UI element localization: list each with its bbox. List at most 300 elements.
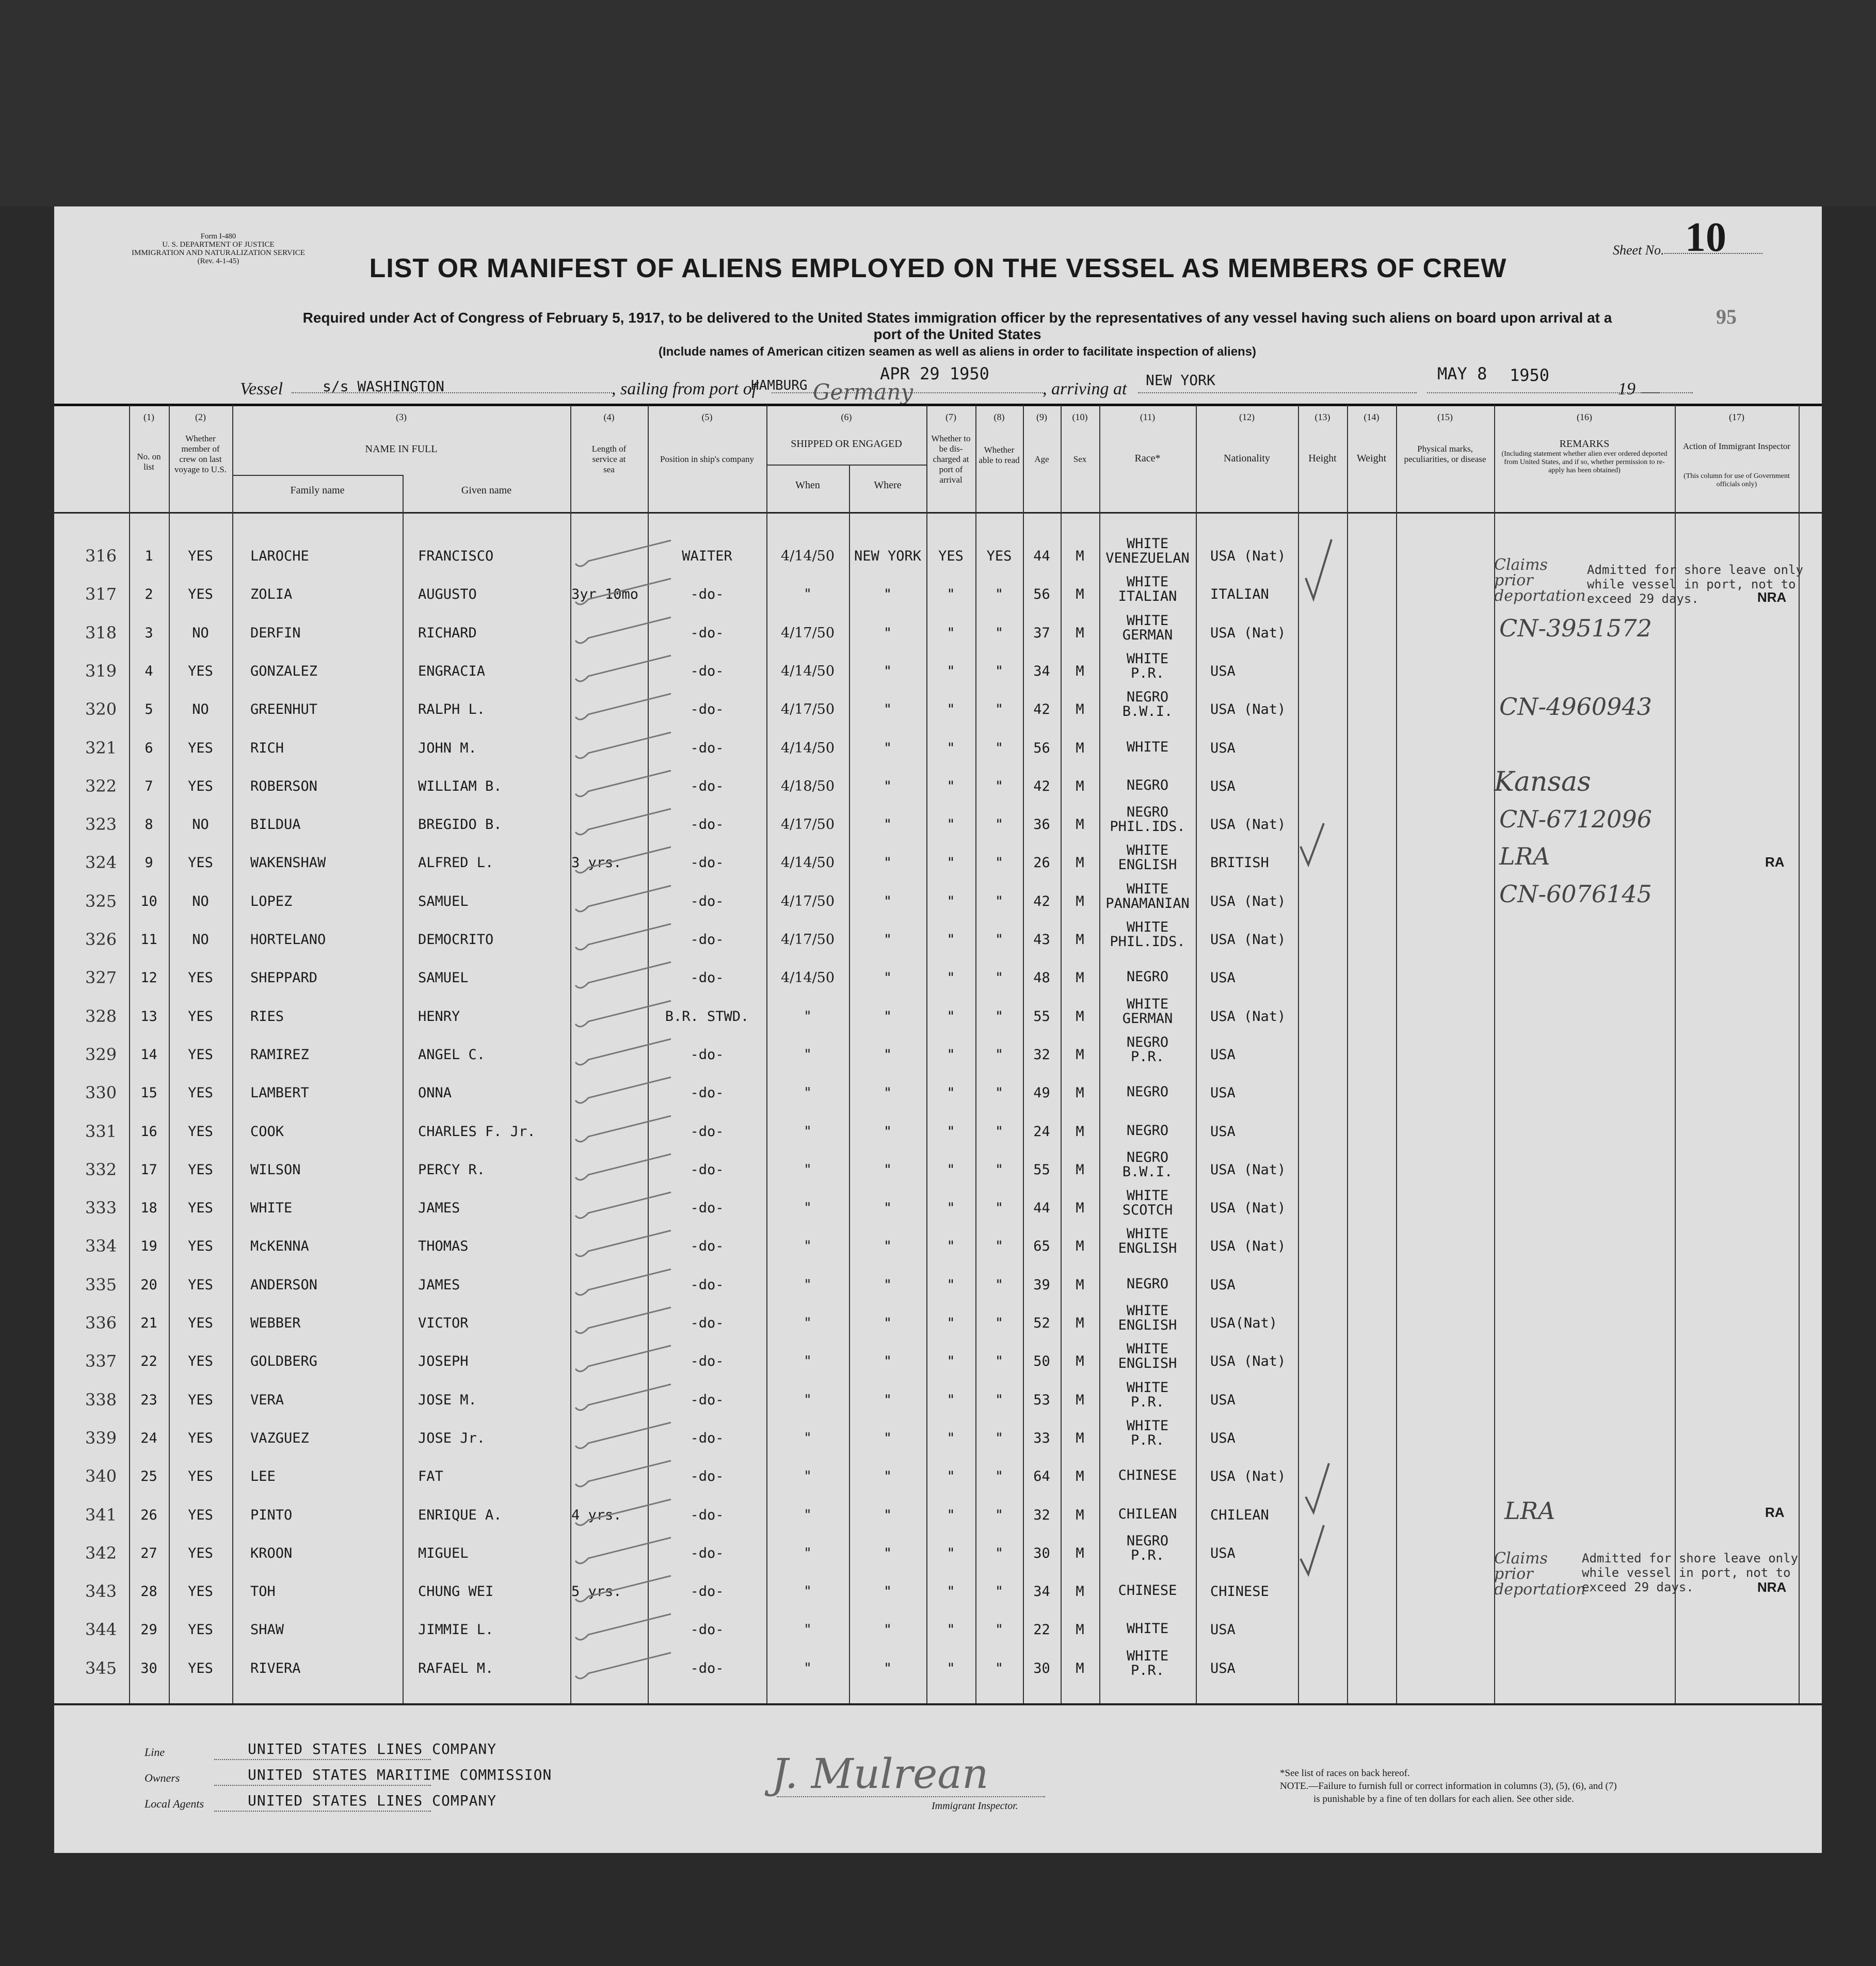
shipped-where: " — [883, 740, 892, 756]
given-name: THOMAS — [418, 1238, 469, 1255]
sex: M — [1076, 1392, 1084, 1408]
age: 37 — [1033, 625, 1050, 641]
shipped-where: " — [883, 1123, 892, 1140]
family-name: LAROCHE — [250, 548, 309, 564]
position: -do- — [690, 740, 724, 756]
family-name: RIVERA — [250, 1660, 301, 1676]
service-name: IMMIGRATION AND NATURALIZATION SERVICE — [132, 249, 305, 257]
prev-voyage: YES — [188, 1353, 213, 1370]
able-to-read: " — [995, 817, 1004, 833]
family-name: GOLDBERG — [250, 1353, 318, 1370]
race — [1099, 614, 1196, 643]
shipped-where: " — [883, 932, 892, 948]
given-name: CHUNG WEI — [418, 1584, 494, 1600]
given-name: RICHARD — [418, 625, 477, 641]
age: 30 — [1033, 1545, 1050, 1561]
col17-note: (This column for use of Government officials only) — [1683, 472, 1790, 488]
given-name: JOSE Jr. — [418, 1430, 486, 1446]
race: NEGRO — [1126, 1122, 1169, 1139]
race-origin: PHIL.IDS. — [1110, 934, 1185, 950]
shipped-when: 4/14/50 — [780, 663, 835, 679]
remark-row26-handwritten: LRA — [1504, 1497, 1556, 1525]
margin-line-number: 345 — [85, 1658, 117, 1678]
race — [1099, 805, 1196, 834]
shipped-when: " — [804, 1276, 811, 1293]
nationality: USA — [1210, 663, 1236, 679]
shipped-where: " — [883, 1622, 892, 1638]
position: -do- — [690, 1161, 724, 1178]
row-number: 15 — [140, 1085, 157, 1101]
shipped-where: " — [883, 970, 892, 986]
shipped-when: " — [804, 1584, 811, 1600]
col5-header: Position in ship's company — [660, 454, 755, 464]
race-origin: P.R. — [1130, 1432, 1165, 1448]
given-name: HENRY — [418, 1008, 460, 1025]
row-number: 13 — [140, 1008, 157, 1025]
prev-voyage: YES — [188, 1392, 213, 1408]
row-number: 3 — [145, 625, 153, 641]
margin-line-number: 343 — [85, 1581, 117, 1602]
row-number: 16 — [140, 1123, 157, 1140]
remark-row8-handwritten: CN-6712096 — [1499, 805, 1652, 833]
row-number: 19 — [140, 1238, 157, 1255]
family-name: WILSON — [250, 1161, 301, 1178]
col-divider — [1396, 405, 1397, 1703]
table-top-border — [54, 404, 1822, 406]
position: B.R. STWD. — [665, 1008, 749, 1025]
race-origin: PANAMANIAN — [1105, 895, 1190, 912]
prev-voyage: YES — [188, 1161, 213, 1178]
position: WAITER — [682, 548, 732, 564]
race-primary: WHITE — [1126, 842, 1169, 859]
prev-voyage: NO — [192, 701, 209, 718]
pencil-tick-icon — [573, 1152, 676, 1188]
sailing-date-stamp: APR 29 1950 — [880, 364, 989, 383]
position: -do- — [690, 1123, 724, 1140]
pencil-tick-icon — [573, 768, 676, 804]
able-to-read: " — [995, 778, 1004, 794]
shipped-when: " — [804, 1392, 811, 1408]
row-number: 26 — [140, 1507, 157, 1523]
row-number: 24 — [140, 1430, 157, 1446]
pencil-tick-icon — [573, 1650, 676, 1686]
given-name: ENGRACIA — [418, 663, 486, 679]
discharged: " — [947, 1353, 955, 1370]
position: -do- — [690, 1507, 724, 1523]
race-primary: WHITE — [1126, 612, 1169, 629]
shipped-when: " — [804, 1161, 811, 1178]
row-number: 22 — [140, 1353, 157, 1370]
age: 36 — [1033, 817, 1050, 833]
prev-voyage: NO — [192, 817, 209, 833]
sheet-number: 10 — [1685, 215, 1726, 260]
signature-line — [777, 1796, 1045, 1797]
nationality: USA — [1210, 778, 1236, 794]
table-header-bottom — [54, 512, 1822, 514]
age: 39 — [1033, 1276, 1050, 1293]
footer-line-value: UNITED STATES LINES COMPANY — [248, 1740, 497, 1757]
family-name: WHITE — [250, 1200, 293, 1217]
subtitle-instruction: (Include names of American citizen seamen as well as aliens in order to facilitate inspection of aliens) — [658, 345, 1257, 359]
given-name: RALPH L. — [418, 701, 486, 718]
row-number: 20 — [140, 1276, 157, 1293]
margin-line-number: 328 — [85, 1006, 117, 1026]
given-name: JOHN M. — [418, 740, 477, 756]
given-name: JAMES — [418, 1200, 460, 1217]
footer-line-label: Line — [145, 1746, 165, 1759]
col6-header: SHIPPED OR ENGAGED — [791, 438, 902, 450]
sex: M — [1076, 1622, 1084, 1638]
subtitle-port: port of the United States — [873, 326, 1041, 342]
race: CHILEAN — [1118, 1506, 1177, 1522]
nationality: USA (Nat) — [1210, 1200, 1286, 1217]
col15-number: (15) — [1437, 412, 1453, 422]
margin-line-number: 337 — [85, 1351, 117, 1371]
row-number: 23 — [140, 1392, 157, 1408]
shipped-subheader-line — [766, 465, 926, 466]
discharged: " — [947, 893, 955, 909]
race-primary: WHITE — [1126, 536, 1169, 552]
nationality: USA (Nat) — [1210, 1468, 1286, 1485]
race — [1099, 1035, 1196, 1064]
row-number: 29 — [140, 1622, 157, 1638]
nationality: USA (Nat) — [1210, 1161, 1286, 1178]
able-to-read: " — [995, 1430, 1004, 1446]
position: -do- — [690, 1545, 724, 1561]
sex: M — [1076, 663, 1084, 679]
shipped-when: " — [804, 1315, 811, 1331]
shipped-where: " — [883, 1468, 892, 1485]
family-name: VAZGUEZ — [250, 1430, 309, 1446]
margin-line-number: 330 — [85, 1083, 117, 1103]
row-number: 4 — [145, 663, 153, 679]
family-name: LEE — [250, 1468, 276, 1485]
position: -do- — [690, 1046, 724, 1063]
sex: M — [1076, 1660, 1084, 1676]
prev-voyage: YES — [188, 1660, 213, 1676]
prev-voyage: YES — [188, 1046, 213, 1063]
year-label: 19 — [1618, 379, 1636, 398]
col3-number: (3) — [396, 412, 407, 422]
row-number: 6 — [145, 740, 153, 756]
row-number: 8 — [145, 817, 153, 833]
shipped-where: " — [883, 893, 892, 909]
check-mark-icon — [1298, 821, 1329, 867]
col9-number: (9) — [1036, 412, 1047, 422]
given-name: FRANCISCO — [418, 548, 494, 564]
position: -do- — [690, 778, 724, 794]
shipped-where: " — [883, 1200, 892, 1217]
col3-given-header: Given name — [461, 485, 512, 496]
given-name: JOSEPH — [418, 1353, 469, 1370]
remark-row3-handwritten: CN-3951572 — [1499, 614, 1652, 642]
length-of-service: 3yr 10mo — [571, 586, 639, 603]
row-number: 1 — [145, 548, 153, 564]
shipped-when: 4/17/50 — [780, 893, 835, 909]
pencil-tick-icon — [573, 960, 676, 996]
discharged: " — [947, 586, 955, 603]
prev-voyage: YES — [188, 740, 213, 756]
nationality: USA — [1210, 1430, 1236, 1446]
stamp-number: 95 — [1716, 305, 1737, 328]
nationality: USA — [1210, 1622, 1236, 1638]
margin-line-number: 319 — [85, 661, 117, 681]
discharged: " — [947, 1046, 955, 1063]
given-name: AUGUSTO — [418, 586, 477, 603]
col1-number: (1) — [143, 412, 154, 422]
col17-number: (17) — [1729, 412, 1744, 422]
race — [1099, 1381, 1196, 1410]
race: CHINESE — [1118, 1583, 1177, 1599]
sex: M — [1076, 778, 1084, 794]
shipped-where: " — [883, 625, 892, 641]
discharged: " — [947, 1622, 955, 1638]
sex: M — [1076, 932, 1084, 948]
prev-voyage: YES — [188, 1008, 213, 1025]
margin-line-number: 336 — [85, 1313, 117, 1333]
prev-voyage: YES — [188, 1085, 213, 1101]
age: 44 — [1033, 548, 1050, 564]
margin-line-number: 329 — [85, 1044, 117, 1064]
row-number: 2 — [145, 586, 153, 603]
shipped-where: " — [883, 1545, 892, 1561]
age: 43 — [1033, 932, 1050, 948]
shipped-where: " — [883, 1008, 892, 1025]
nationality: USA — [1210, 1046, 1236, 1063]
shipped-when: " — [804, 1622, 811, 1638]
family-name: GONZALEZ — [250, 663, 318, 679]
footer-note-races: *See list of races on back hereof. — [1280, 1768, 1410, 1779]
pencil-tick-icon — [573, 806, 676, 842]
margin-line-number: 325 — [85, 891, 117, 911]
prev-voyage: YES — [188, 1430, 213, 1446]
margin-line-number: 326 — [85, 930, 117, 949]
discharged: " — [947, 1008, 955, 1025]
position: -do- — [690, 1238, 724, 1255]
discharged: " — [947, 1085, 955, 1101]
discharged: " — [947, 1392, 955, 1408]
pencil-tick-icon — [573, 1382, 676, 1418]
sex: M — [1076, 1584, 1084, 1600]
pencil-tick-icon — [573, 1535, 676, 1571]
race-primary: WHITE — [1126, 881, 1169, 897]
pencil-tick-icon — [573, 1113, 676, 1149]
sex: M — [1076, 701, 1084, 718]
margin-line-number: 338 — [85, 1389, 117, 1410]
prev-voyage: YES — [188, 663, 213, 679]
col11-number: (11) — [1140, 412, 1156, 422]
nationality: USA (Nat) — [1210, 701, 1286, 718]
footer-owners-label: Owners — [145, 1771, 180, 1784]
given-name: VICTOR — [418, 1315, 469, 1331]
discharged: " — [947, 1507, 955, 1523]
age: 55 — [1033, 1008, 1050, 1025]
race-origin: B.W.I. — [1122, 1163, 1173, 1180]
col13-number: (13) — [1314, 412, 1330, 422]
margin-line-number: 316 — [85, 546, 117, 566]
race-primary: WHITE — [1126, 650, 1169, 667]
shipped-when: " — [804, 1123, 811, 1140]
race — [1099, 1189, 1196, 1218]
able-to-read: " — [995, 1353, 1004, 1370]
discharged: " — [947, 663, 955, 679]
shipped-where: " — [883, 1085, 892, 1101]
prev-voyage: YES — [188, 548, 213, 564]
prev-voyage: YES — [188, 1507, 213, 1523]
age: 34 — [1033, 663, 1050, 679]
row-number: 30 — [140, 1660, 157, 1676]
pencil-tick-icon — [573, 1420, 676, 1456]
margin-line-number: 322 — [85, 776, 117, 796]
shipped-when: 4/14/50 — [780, 855, 835, 871]
remark-row28-typed: Admitted for shore leave only while vessel in port, not to exceed 29 days. — [1582, 1551, 1799, 1594]
department-name: U. S. DEPARTMENT OF JUSTICE — [162, 241, 275, 249]
position: -do- — [690, 625, 724, 641]
race: NEGRO — [1126, 969, 1169, 985]
discharged: " — [947, 1468, 955, 1485]
position: -do- — [690, 817, 724, 833]
family-name: RIES — [250, 1008, 284, 1025]
race-primary: NEGRO — [1126, 1034, 1169, 1050]
position: -do- — [690, 1276, 724, 1293]
margin-line-number: 342 — [85, 1543, 117, 1563]
form-number: Form I-480 — [200, 232, 236, 241]
race — [1099, 1342, 1196, 1371]
margin-line-number: 344 — [85, 1620, 117, 1640]
col3-family-header: Family name — [290, 485, 345, 496]
shipped-when: " — [804, 1200, 811, 1217]
discharged: " — [947, 1200, 955, 1217]
race: CHINESE — [1118, 1467, 1177, 1484]
shipped-where: " — [883, 1238, 892, 1255]
row-number: 10 — [140, 893, 157, 909]
given-name: ENRIQUE A. — [418, 1507, 502, 1523]
race-origin: B.W.I. — [1122, 704, 1173, 720]
family-name: BILDUA — [250, 817, 301, 833]
age: 55 — [1033, 1161, 1050, 1178]
row-number: 17 — [140, 1161, 157, 1178]
given-name: SAMUEL — [418, 970, 469, 986]
length-of-service: 4 yrs. — [571, 1507, 622, 1523]
pencil-tick-icon — [573, 1267, 676, 1303]
race-origin: P.R. — [1130, 665, 1165, 681]
race-primary: WHITE — [1126, 919, 1169, 935]
age: 52 — [1033, 1315, 1050, 1331]
col16-note: (Including statement whether alien ever ordered deported from United States, and if so, whether permission to re-apply has been obtained) — [1501, 450, 1667, 474]
prev-voyage: NO — [192, 625, 209, 641]
shipped-when: " — [804, 1468, 811, 1485]
able-to-read: " — [995, 932, 1004, 948]
shipped-when: " — [804, 1545, 811, 1561]
sex: M — [1076, 1276, 1084, 1293]
position: -do- — [690, 1353, 724, 1370]
pencil-tick-icon — [573, 1036, 676, 1073]
pencil-tick-icon — [573, 844, 676, 881]
discharged: " — [947, 1161, 955, 1178]
row-number: 21 — [140, 1315, 157, 1331]
pencil-tick-icon — [573, 1343, 676, 1379]
family-name: DERFIN — [250, 625, 301, 641]
margin-line-number: 339 — [85, 1428, 117, 1448]
shipped-when: 4/14/50 — [780, 740, 835, 756]
shipped-where: " — [883, 855, 892, 871]
discharged: " — [947, 1315, 955, 1331]
discharged: " — [947, 1123, 955, 1140]
pencil-tick-icon — [573, 921, 676, 957]
shipped-when: " — [804, 1085, 811, 1101]
age: 22 — [1033, 1622, 1050, 1638]
prev-voyage: YES — [188, 778, 213, 794]
position: -do- — [690, 1392, 724, 1408]
sex: M — [1076, 1123, 1084, 1140]
col6-number: (6) — [841, 412, 852, 422]
remark-row2-typed: Admitted for shore leave only while vessel in port, not to exceed 29 days. — [1587, 563, 1804, 606]
sex: M — [1076, 625, 1084, 641]
family-name: SHAW — [250, 1622, 284, 1638]
discharged: " — [947, 817, 955, 833]
shipped-when: 4/18/50 — [780, 778, 835, 794]
inspector-label: Immigrant Inspector. — [932, 1800, 1018, 1812]
col17-header: Action of Immigrant Inspector — [1682, 441, 1791, 451]
age: 56 — [1033, 586, 1050, 603]
sex: M — [1076, 1046, 1084, 1063]
race-origin: PHIL.IDS. — [1110, 819, 1185, 835]
able-to-read: " — [995, 1468, 1004, 1485]
prev-voyage: YES — [188, 586, 213, 603]
check-mark-icon — [1298, 1523, 1329, 1579]
sex: M — [1076, 970, 1084, 986]
col4-number: (4) — [603, 412, 615, 422]
nationality: USA (Nat) — [1210, 1008, 1286, 1025]
family-name: ANDERSON — [250, 1276, 318, 1293]
position: -do- — [690, 1430, 724, 1446]
pencil-tick-icon — [573, 998, 676, 1034]
shipped-when: 4/17/50 — [780, 817, 835, 833]
pencil-tick-icon — [573, 1228, 676, 1264]
sex: M — [1076, 817, 1084, 833]
footer-note-penalty: NOTE.—Failure to furnish full or correct information in columns (3), (5), (6), and (7) — [1280, 1781, 1617, 1792]
sex: M — [1076, 1430, 1084, 1446]
family-name: RICH — [250, 740, 284, 756]
able-to-read: " — [995, 1276, 1004, 1293]
prev-voyage: YES — [188, 1276, 213, 1293]
col8-header: Whether able to read — [979, 445, 1020, 465]
footer-line-underline — [214, 1759, 431, 1760]
position: -do- — [690, 586, 724, 603]
nationality: USA — [1210, 1392, 1236, 1408]
prev-voyage: YES — [188, 1622, 213, 1638]
row-number: 27 — [140, 1545, 157, 1561]
sex: M — [1076, 740, 1084, 756]
margin-line-number: 333 — [85, 1198, 117, 1218]
race — [1099, 537, 1196, 566]
age: 33 — [1033, 1430, 1050, 1446]
row-number: 5 — [145, 701, 153, 718]
pencil-tick-icon — [573, 1075, 676, 1111]
footer-owners-value: UNITED STATES MARITIME COMMISSION — [248, 1766, 552, 1783]
shipped-where: " — [883, 1276, 892, 1293]
shipped-where: " — [883, 1584, 892, 1600]
nationality: USA — [1210, 740, 1236, 756]
shipped-when: 4/17/50 — [780, 701, 835, 718]
row-number: 7 — [145, 778, 153, 794]
able-to-read: " — [995, 1008, 1004, 1025]
nationality: USA (Nat) — [1210, 893, 1286, 909]
table-bottom-border — [54, 1703, 1822, 1705]
race — [1099, 1419, 1196, 1448]
col1-header: No. on list — [137, 452, 161, 472]
col12-number: (12) — [1239, 412, 1255, 422]
